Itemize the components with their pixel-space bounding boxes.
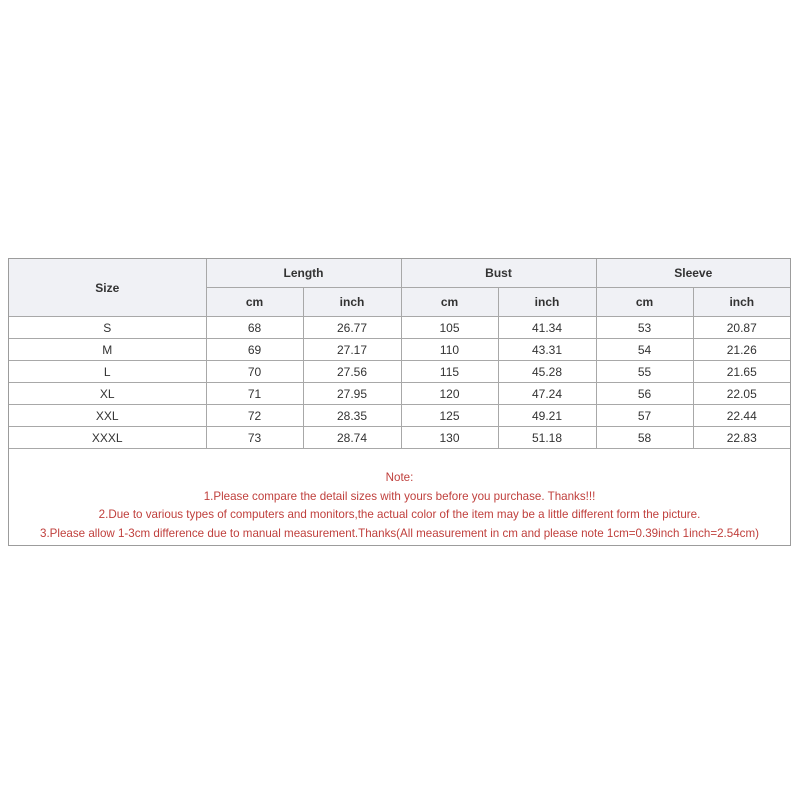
size-table [9, 259, 790, 449]
bust-inch-cell: 49.21 [498, 405, 596, 427]
length-cm-cell: 72 [206, 405, 303, 427]
length-inch-cell: 28.74 [303, 427, 401, 449]
bust-cm-cell: 105 [401, 317, 498, 339]
bust-group-header: Bust [401, 259, 596, 288]
sleeve-cm-cell: 55 [596, 361, 693, 383]
bust-inch-cell: 47.24 [498, 383, 596, 405]
bust-inch-cell: 41.34 [498, 317, 596, 339]
bust-inch-cell: 43.31 [498, 339, 596, 361]
group-header-row [9, 259, 790, 288]
bust-inch-cell: 51.18 [498, 427, 596, 449]
sleeve-inch-cell: 22.05 [693, 383, 790, 405]
table-row [9, 317, 790, 339]
table-row [9, 361, 790, 383]
length-inch-cell: 27.17 [303, 339, 401, 361]
bust-cm-cell: 120 [401, 383, 498, 405]
sleeve-cm-cell: 58 [596, 427, 693, 449]
table-row [9, 427, 790, 449]
table-row [9, 383, 790, 405]
sleeve-inch-header: inch [693, 288, 790, 317]
size-cell: M [9, 339, 206, 361]
table-row [9, 405, 790, 427]
notes-section [9, 449, 790, 545]
sleeve-group-header: Sleeve [596, 259, 790, 288]
size-cell: L [9, 361, 206, 383]
sleeve-inch-cell: 22.83 [693, 427, 790, 449]
size-cell: XL [9, 383, 206, 405]
size-cell: S [9, 317, 206, 339]
size-chart [8, 258, 791, 546]
length-cm-header: cm [206, 288, 303, 317]
sleeve-inch-cell: 21.26 [693, 339, 790, 361]
bust-inch-header: inch [498, 288, 596, 317]
sleeve-inch-cell: 22.44 [693, 405, 790, 427]
length-cm-cell: 70 [206, 361, 303, 383]
bust-cm-cell: 125 [401, 405, 498, 427]
bust-inch-cell: 45.28 [498, 361, 596, 383]
length-cm-cell: 68 [206, 317, 303, 339]
note-line-2: 2.Due to various types of computers and monitors,the actual color of the item may be a little different form the picture. [98, 508, 701, 521]
sleeve-inch-cell: 21.65 [693, 361, 790, 383]
table-row [9, 339, 790, 361]
sleeve-inch-cell: 20.87 [693, 317, 790, 339]
sleeve-cm-cell: 54 [596, 339, 693, 361]
length-inch-cell: 27.56 [303, 361, 401, 383]
length-group-header: Length [206, 259, 401, 288]
length-inch-cell: 28.35 [303, 405, 401, 427]
sleeve-cm-cell: 57 [596, 405, 693, 427]
bust-cm-cell: 115 [401, 361, 498, 383]
note-line-1: 1.Please compare the detail sizes with yours before you purchase. Thanks!!! [203, 489, 596, 503]
sleeve-cm-cell: 53 [596, 317, 693, 339]
length-inch-cell: 27.95 [303, 383, 401, 405]
size-cell: XXXL [9, 427, 206, 449]
note-title: Note: [385, 471, 414, 484]
bust-cm-cell: 110 [401, 339, 498, 361]
note-line-3: 3.Please allow 1-3cm difference due to manual measurement.Thanks(All measurement in cm and please note 1cm=0.39inch 1inch=2.54cm) [40, 526, 759, 540]
sleeve-cm-header: cm [596, 288, 693, 317]
length-cm-cell: 71 [206, 383, 303, 405]
size-cell: XXL [9, 405, 206, 427]
length-cm-cell: 69 [206, 339, 303, 361]
bust-cm-cell: 130 [401, 427, 498, 449]
sleeve-cm-cell: 56 [596, 383, 693, 405]
size-column-header: Size [9, 259, 206, 317]
length-cm-cell: 73 [206, 427, 303, 449]
length-inch-cell: 26.77 [303, 317, 401, 339]
length-inch-header: inch [303, 288, 401, 317]
bust-cm-header: cm [401, 288, 498, 317]
